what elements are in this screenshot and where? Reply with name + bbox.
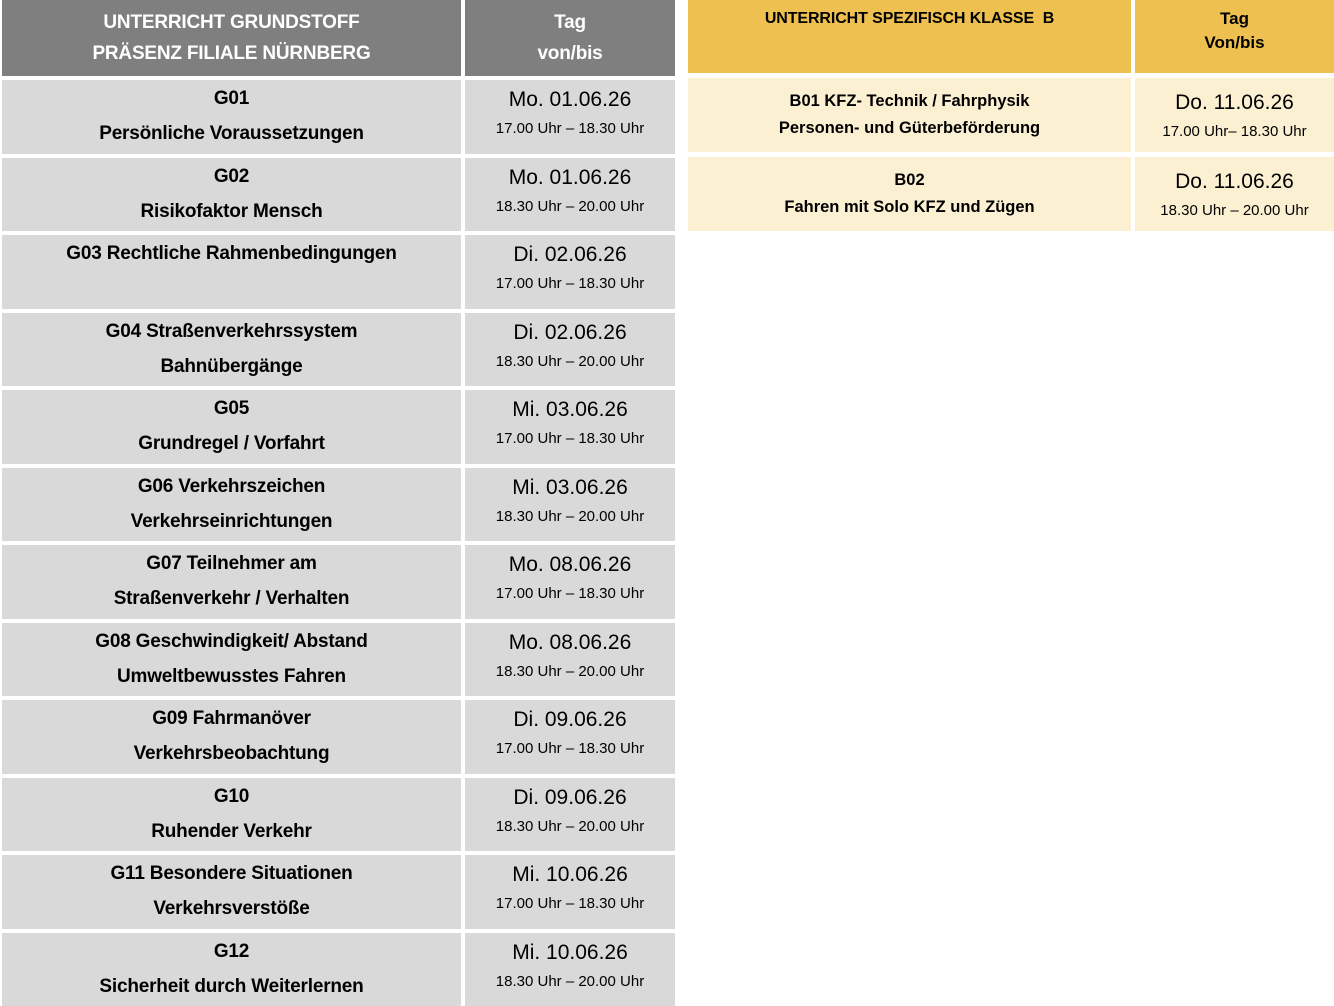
lesson-title-cell	[688, 157, 1131, 231]
lesson-time: 17.00 Uhr – 18.30 Uhr	[495, 740, 645, 757]
lesson-title-line: B02	[894, 171, 925, 189]
lesson-title-line: G06 Verkehrszeichen	[137, 475, 326, 497]
lesson-title-cell	[2, 390, 461, 464]
lesson-date-cell	[465, 235, 675, 309]
lesson-title-cell	[2, 468, 461, 542]
lesson-title-line: Umweltbewusstes Fahren	[117, 665, 346, 687]
lesson-date: Mi. 10.06.26	[512, 863, 628, 886]
lesson-title-cell	[2, 778, 461, 852]
lesson-date: Mo. 08.06.26	[508, 630, 632, 654]
klasse-b-header-tag-line2: Von/bis	[1204, 33, 1265, 52]
lesson-date: Mo. 08.06.26	[508, 553, 632, 576]
lesson-time: 18.30 Uhr – 20.00 Uhr	[495, 817, 645, 835]
lesson-title-line: B01 KFZ- Technik / Fahrphysik	[789, 92, 1030, 110]
lesson-date: Di. 02.06.26	[513, 243, 627, 266]
lesson-title-line: G04 Straßenverkehrssystem	[105, 320, 358, 342]
lesson-date-cell	[465, 545, 675, 619]
lesson-title-line: G02	[213, 165, 250, 187]
lesson-date-cell	[465, 700, 675, 774]
klasse-b-header-title	[688, 0, 1131, 73]
lesson-time: 17.00 Uhr– 18.30 Uhr	[1162, 122, 1307, 140]
lesson-date: Di. 09.06.26	[513, 785, 627, 809]
lesson-title-line: Grundregel / Vorfahrt	[138, 433, 325, 454]
lesson-title-cell	[2, 855, 461, 929]
lesson-date-cell	[1135, 157, 1334, 231]
grundstoff-schedule-table	[2, 0, 675, 1006]
lesson-date: Mi. 10.06.26	[512, 940, 628, 964]
lesson-date: Mo. 01.06.26	[508, 165, 632, 189]
lesson-date-cell	[465, 778, 675, 852]
lesson-date: Mi. 03.06.26	[512, 475, 628, 499]
lesson-time: 18.30 Uhr – 20.00 Uhr	[495, 662, 645, 680]
lesson-time: 18.30 Uhr – 20.00 Uhr	[495, 197, 645, 215]
lesson-title-cell	[2, 623, 461, 697]
lesson-title-cell	[2, 235, 461, 309]
klasse-b-header-tag-line1: Tag	[1220, 9, 1249, 28]
grundstoff-header-title-line1: UNTERRICHT GRUNDSTOFF	[103, 12, 360, 33]
lesson-title-line: G07 Teilnehmer am	[146, 553, 317, 574]
lesson-date: Di. 02.06.26	[513, 320, 627, 344]
grundstoff-header-tag-line1: Tag	[554, 12, 586, 33]
lesson-title-line: Persönliche Voraussetzungen	[99, 123, 364, 144]
lesson-title-line: Bahnübergänge	[160, 355, 303, 377]
grundstoff-header-tag-line2: von/bis	[537, 43, 603, 64]
lesson-time: 18.30 Uhr – 20.00 Uhr	[1160, 201, 1309, 219]
grundstoff-header-title-line2: PRÄSENZ FILIALE NÜRNBERG	[92, 43, 371, 64]
lesson-date-cell	[465, 623, 675, 697]
lesson-time: 17.00 Uhr – 18.30 Uhr	[495, 585, 645, 602]
lesson-title-line: Verkehrseinrichtungen	[130, 510, 333, 532]
lesson-title-cell	[2, 700, 461, 774]
lesson-title-line: G11 Besondere Situationen	[110, 863, 353, 884]
klasse-b-header-title-text: UNTERRICHT SPEZIFISCH KLASSE B	[764, 10, 1055, 27]
lesson-time: 17.00 Uhr – 18.30 Uhr	[495, 430, 645, 447]
lesson-title-line: Personen- und Güterbeförderung	[778, 119, 1041, 137]
lesson-time: 17.00 Uhr – 18.30 Uhr	[495, 895, 645, 912]
lesson-title-cell	[2, 933, 461, 1006]
lesson-time: 17.00 Uhr – 18.30 Uhr	[495, 120, 645, 137]
klasse-b-header-tag	[1135, 0, 1334, 73]
lesson-date-cell	[465, 80, 675, 154]
lesson-title-cell	[2, 545, 461, 619]
lesson-title-line: G03 Rechtliche Rahmenbedingungen	[66, 243, 397, 264]
lesson-date: Di. 09.06.26	[513, 708, 627, 731]
lesson-title-line: G09 Fahrmanöver	[152, 708, 311, 729]
lesson-title-line: G08 Geschwindigkeit/ Abstand	[95, 630, 368, 652]
lesson-date-cell	[465, 855, 675, 929]
lesson-title-line: G10	[213, 785, 250, 807]
lesson-time: 18.30 Uhr – 20.00 Uhr	[495, 352, 645, 370]
lesson-date: Mi. 03.06.26	[512, 398, 628, 421]
lesson-date-cell	[465, 933, 675, 1006]
lesson-title-line: G01	[213, 88, 250, 109]
lesson-title-cell	[2, 158, 461, 232]
lesson-title-line: Fahren mit Solo KFZ und Zügen	[784, 198, 1035, 216]
lesson-date: Do. 11.06.26	[1175, 90, 1294, 114]
lesson-title-cell	[2, 313, 461, 387]
lesson-title-cell	[2, 80, 461, 154]
lesson-time: 18.30 Uhr – 20.00 Uhr	[495, 972, 645, 990]
lesson-time: 17.00 Uhr – 18.30 Uhr	[495, 275, 645, 292]
lesson-date-cell	[465, 390, 675, 464]
lesson-date-cell	[465, 313, 675, 387]
grundstoff-header-tag	[465, 0, 675, 76]
lesson-title-line: G12	[213, 940, 250, 962]
lesson-title-line: G05	[213, 398, 250, 419]
lesson-date: Mo. 01.06.26	[508, 88, 632, 111]
lesson-date-cell	[1135, 78, 1334, 152]
lesson-title-line: Sicherheit durch Weiterlernen	[99, 975, 364, 997]
lesson-title-line: Risikofaktor Mensch	[140, 200, 323, 222]
lesson-title-line: Ruhender Verkehr	[151, 820, 312, 842]
lesson-time: 18.30 Uhr – 20.00 Uhr	[495, 507, 645, 525]
lesson-date: Do. 11.06.26	[1175, 169, 1294, 193]
lesson-title-line: Verkehrsverstöße	[153, 898, 310, 919]
lesson-date-cell	[465, 468, 675, 542]
lesson-title-cell	[688, 78, 1131, 152]
lesson-date-cell	[465, 158, 675, 232]
lesson-title-line: Straßenverkehr / Verhalten	[113, 588, 350, 609]
klasse-b-schedule-table	[688, 0, 1334, 231]
grundstoff-header-title	[2, 0, 461, 76]
lesson-title-line: Verkehrsbeobachtung	[133, 743, 330, 764]
